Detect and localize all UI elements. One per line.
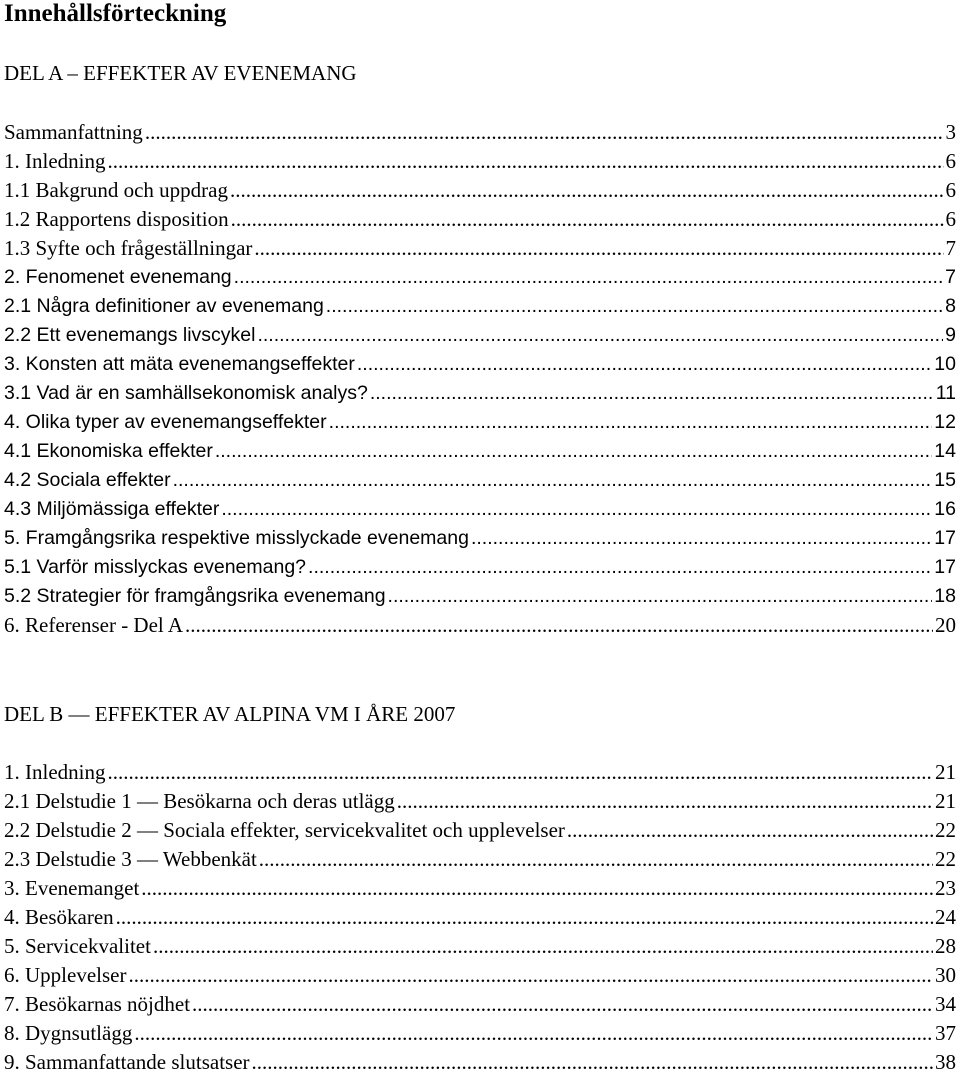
dot-leader (230, 176, 944, 205)
dot-leader (107, 758, 933, 787)
part-a-toc-list (4, 118, 960, 640)
toc-entry-page: 16 (934, 495, 960, 524)
toc-entry[interactable] (4, 495, 960, 524)
toc-entry-label: 1. Inledning (4, 147, 105, 176)
toc-entry[interactable] (4, 234, 960, 263)
dot-leader (107, 147, 943, 176)
toc-entry-label: 1.3 Syfte och frågeställningar (4, 234, 252, 263)
toc-entry[interactable] (4, 903, 960, 932)
toc-entry-page: 7 (946, 234, 960, 263)
part-b-toc-list (4, 758, 960, 1077)
toc-entry-label: 4. Olika typer av evenemangseffekter (4, 408, 327, 437)
toc-entry-page: 10 (934, 350, 960, 379)
toc-entry-page: 37 (935, 1019, 960, 1048)
toc-entry[interactable] (4, 205, 960, 234)
toc-entry-label: 9. Sammanfattande slutsatser (4, 1048, 250, 1077)
toc-entry[interactable] (4, 466, 960, 495)
dot-leader (329, 408, 933, 437)
toc-entry[interactable] (4, 1019, 960, 1048)
dot-leader (192, 990, 933, 1019)
toc-entry-page: 6 (946, 205, 960, 234)
toc-entry-label: 3. Evenemanget (4, 874, 139, 903)
toc-entry-page: 21 (935, 787, 960, 816)
toc-entry-page: 23 (935, 874, 960, 903)
dot-leader (145, 118, 944, 147)
dot-leader (234, 263, 943, 292)
toc-entry[interactable] (4, 408, 960, 437)
toc-entry-page: 6 (946, 176, 960, 205)
toc-entry[interactable] (4, 845, 960, 874)
toc-entry-page: 11 (936, 379, 960, 408)
dot-leader (134, 1019, 933, 1048)
toc-entry-page: 8 (945, 292, 960, 321)
toc-entry-label: 5.2 Strategier för framgångsrika evenemang (4, 582, 386, 611)
toc-entry-page: 24 (935, 903, 960, 932)
toc-entry-label: 8. Dygnsutlägg (4, 1019, 132, 1048)
toc-entry[interactable] (4, 176, 960, 205)
toc-entry-label: 1. Inledning (4, 758, 105, 787)
dot-leader (215, 437, 932, 466)
toc-entry-page: 22 (935, 845, 960, 874)
toc-entry-label: 1.2 Rapportens disposition (4, 205, 229, 234)
toc-entry[interactable] (4, 582, 960, 611)
toc-entry-label: Sammanfattning (4, 118, 143, 147)
toc-entry[interactable] (4, 147, 960, 176)
toc-entry-page: 22 (935, 816, 960, 845)
part-b-heading: DEL B — EFFEKTER AV ALPINA VM I ÅRE 2007 (4, 700, 455, 728)
toc-entry-label: 6. Upplevelser (4, 961, 126, 990)
dot-leader (231, 205, 944, 234)
toc-entry-page: 34 (935, 990, 960, 1019)
toc-entry-label: 2. Fenomenet evenemang (4, 263, 232, 292)
toc-entry-label: 5.1 Varför misslyckas evenemang? (4, 553, 306, 582)
toc-entry-label: 5. Framgångsrika respektive misslyckade evenemang (4, 524, 469, 553)
toc-entry-label: 4.2 Sociala effekter (4, 466, 171, 495)
toc-entry[interactable] (4, 437, 960, 466)
toc-entry[interactable] (4, 553, 960, 582)
toc-entry-label: 4. Besökaren (4, 903, 114, 932)
toc-entry-label: 7. Besökarnas nöjdhet (4, 990, 190, 1019)
toc-entry-label: 4.3 Miljömässiga effekter (4, 495, 219, 524)
toc-entry-page: 14 (934, 437, 960, 466)
dot-leader (259, 845, 933, 874)
page-title: Innehållsförteckning (4, 0, 226, 30)
toc-entry-page: 17 (934, 553, 960, 582)
toc-entry-label: 3.1 Vad är en samhällsekonomisk analys? (4, 379, 368, 408)
toc-entry-page: 3 (946, 118, 960, 147)
toc-entry[interactable] (4, 524, 960, 553)
toc-entry[interactable] (4, 321, 960, 350)
toc-entry-label: 2.1 Några definitioner av evenemang (4, 292, 324, 321)
toc-entry-page: 6 (946, 147, 960, 176)
toc-entry-label: 3. Konsten att mäta evenemangseffekter (4, 350, 355, 379)
toc-entry[interactable] (4, 816, 960, 845)
dot-leader (254, 234, 943, 263)
dot-leader (257, 321, 943, 350)
toc-entry[interactable] (4, 118, 960, 147)
part-a-heading: DEL A – EFFEKTER AV EVENEMANG (4, 59, 357, 87)
toc-entry-label: 4.1 Ekonomiska effekter (4, 437, 213, 466)
dot-leader (471, 524, 932, 553)
toc-entry-label: 1.1 Bakgrund och uppdrag (4, 176, 228, 205)
toc-entry[interactable] (4, 379, 960, 408)
dot-leader (326, 292, 943, 321)
toc-entry-page: 28 (935, 932, 960, 961)
toc-entry-page: 20 (935, 611, 960, 640)
toc-entry[interactable] (4, 874, 960, 903)
dot-leader (388, 582, 933, 611)
dot-leader (185, 611, 933, 640)
toc-entry-page: 15 (934, 466, 960, 495)
toc-entry[interactable] (4, 758, 960, 787)
dot-leader (153, 932, 933, 961)
toc-entry-page: 38 (935, 1048, 960, 1077)
toc-entry-page: 18 (934, 582, 960, 611)
dot-leader (370, 379, 934, 408)
toc-entry-label: 2.2 Ett evenemangs livscykel (4, 321, 255, 350)
dot-leader (567, 816, 933, 845)
toc-entry-page: 9 (945, 321, 960, 350)
toc-entry[interactable] (4, 611, 960, 640)
toc-entry-page: 30 (935, 961, 960, 990)
toc-entry-page: 21 (935, 758, 960, 787)
dot-leader (397, 787, 933, 816)
toc-entry-page: 12 (934, 408, 960, 437)
dot-leader (173, 466, 933, 495)
dot-leader (221, 495, 932, 524)
toc-entry[interactable] (4, 961, 960, 990)
toc-entry[interactable] (4, 787, 960, 816)
toc-entry-page: 7 (945, 263, 960, 292)
toc-entry-label: 6. Referenser - Del A (4, 611, 183, 640)
dot-leader (128, 961, 933, 990)
toc-entry-label: 5. Servicekvalitet (4, 932, 151, 961)
toc-entry[interactable] (4, 263, 960, 292)
toc-entry[interactable] (4, 350, 960, 379)
toc-entry-label: 2.1 Delstudie 1 — Besökarna och deras utlägg (4, 787, 395, 816)
toc-entry[interactable] (4, 990, 960, 1019)
dot-leader (116, 903, 933, 932)
toc-entry[interactable] (4, 292, 960, 321)
dot-leader (308, 553, 932, 582)
toc-entry[interactable] (4, 932, 960, 961)
dot-leader (357, 350, 932, 379)
toc-entry-label: 2.3 Delstudie 3 — Webbenkät (4, 845, 257, 874)
toc-entry-label: 2.2 Delstudie 2 — Sociala effekter, servicekvalitet och upplevelser (4, 816, 565, 845)
dot-leader (141, 874, 933, 903)
toc-entry-page: 17 (934, 524, 960, 553)
